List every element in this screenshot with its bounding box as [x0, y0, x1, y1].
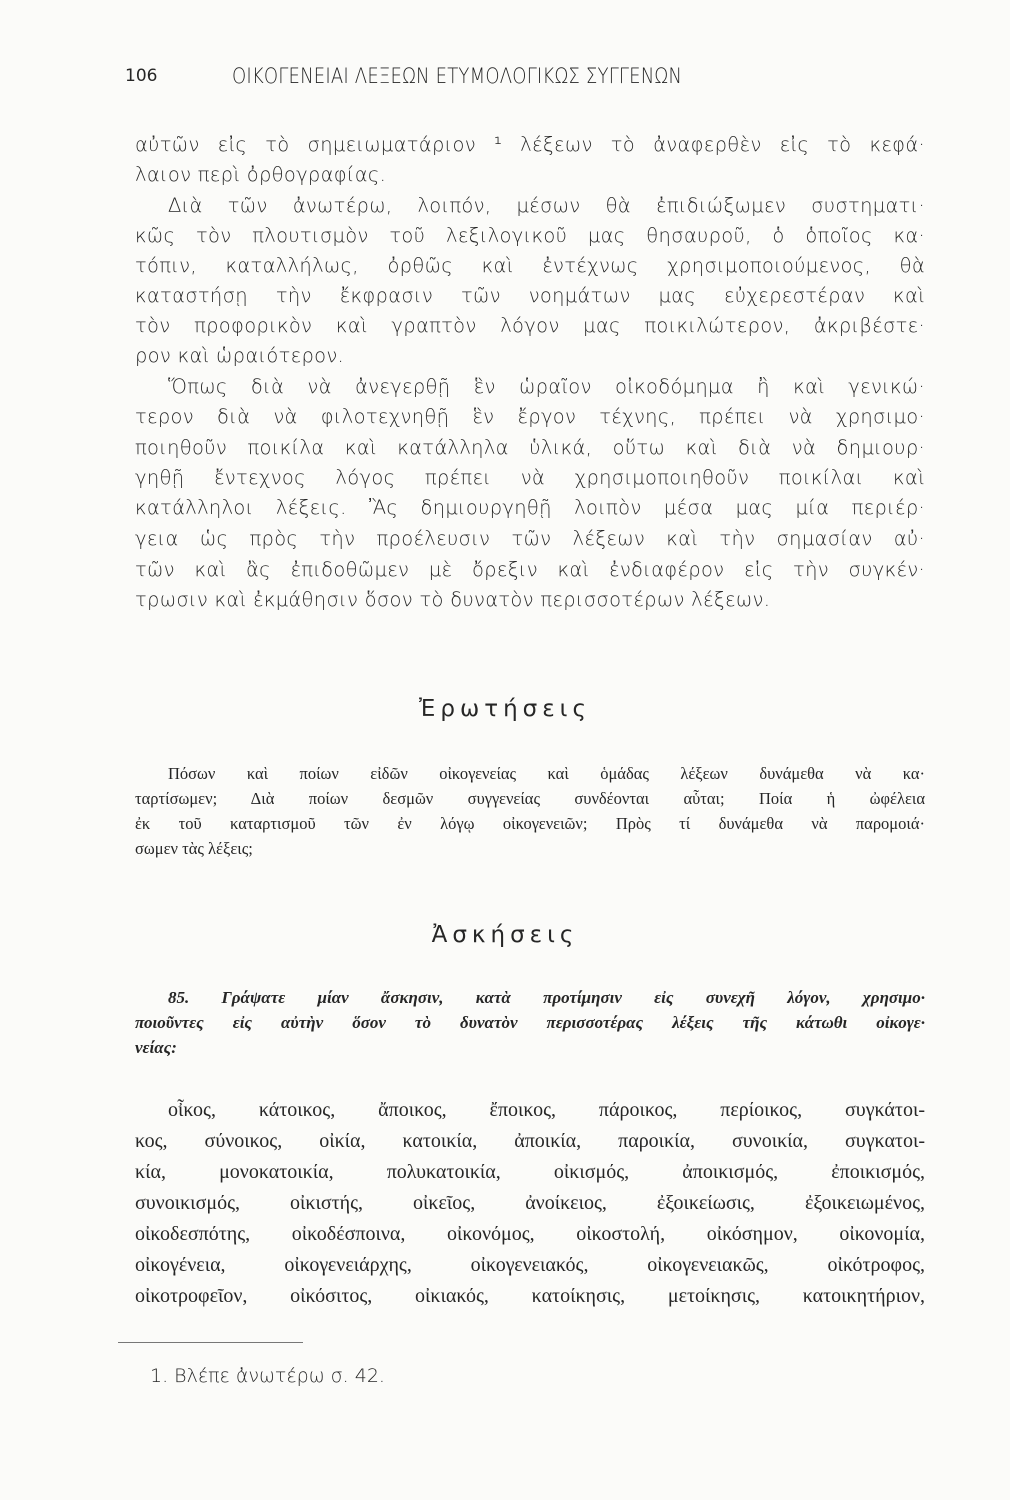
text-line: Πόσων καὶ ποίων εἰδῶν οἰκογενείας καὶ ὁμάδας λέξεων δυνάμεθα νὰ κα·	[168, 764, 925, 783]
text-line: νείας:	[135, 1038, 177, 1057]
text-line: αὐτῶν εἰς τὸ σημειωματάριον ¹ λέξεων τὸ ἀναφερθὲν εἰς τὸ κεφά·	[135, 133, 925, 156]
running-title: ΟΙΚΟΓΕΝΕΙΑΙ ΛΕΞΕΩΝ ΕΤΥΜΟΛΟΓΙΚΩΣ ΣΥΓΓΕΝΩΝ	[232, 64, 683, 88]
text-line: ἐκ τοῦ καταρτισμοῦ τῶν ἐν λόγῳ οἰκογενειῶν; Πρὸς τί δυνάμεθα νὰ παρομοιά·	[135, 814, 925, 833]
text-line: τῶν καὶ ἂς ἐπιδοθῶμεν μὲ ὄρεξιν καὶ ἐνδιαφέρον εἰς τὴν συγκέν·	[135, 558, 925, 581]
text-line: Διὰ τῶν ἀνωτέρω, λοιπόν, μέσων θὰ ἐπιδιώξωμεν συστηματι·	[168, 194, 925, 217]
text-line: οἶκος, κάτοικος, ἄποικος, ἔποικος, πάροικος, περίοικος, συγκάτοι-	[168, 1099, 925, 1121]
text-line: γηθῇ ἔντεχνος λόγος πρέπει νὰ χρησιμοποιηθοῦν ποικίλαι καὶ	[135, 466, 925, 489]
exercises-heading: Ἀσκήσεις	[431, 922, 579, 948]
text-line: τόπιν, καταλλήλως, ὀρθῶς καὶ ἐντέχνως χρησιμοποιούμενος, θὰ	[135, 254, 925, 277]
text-line: ποιοῦντες εἰς αὐτὴν ὅσον τὸ δυνατὸν περισσοτέρας λέξεις τῆς κάτωθι οἰκογε·	[135, 1013, 925, 1032]
text-line: γεια ὡς πρὸς τὴν προέλευσιν τῶν λέξεων καὶ τὴν σημασίαν αὐ·	[135, 527, 925, 550]
text-line: κατάλληλοι λέξεις. Ἂς δημιουργηθῇ λοιπὸν μέσα μας μία περιέρ·	[135, 496, 925, 519]
text-line: λαιον περὶ ὀρθογραφίας.	[135, 163, 387, 186]
text-line: τερον διὰ νὰ φιλοτεχνηθῇ ἓν ἔργον τέχνης, πρέπει νὰ χρησιμο·	[135, 405, 925, 428]
text-line: ρον καὶ ὡραιότερον.	[135, 344, 345, 367]
text-line: σωμεν τὰς λέξεις;	[135, 839, 253, 858]
text-line: οἰκοτροφεῖον, οἰκόσιτος, οἰκιακός, κατοίκησις, μετοίκησις, κατοικητήριον,	[135, 1285, 925, 1307]
text-line: τὸν προφορικὸν καὶ γραπτὸν λόγον μας ποικιλώτερον, ἀκριβέστε·	[135, 314, 925, 337]
footnote: 1. Βλέπε ἀνωτέρω σ. 42.	[150, 1365, 385, 1387]
footnote-divider	[118, 1342, 303, 1343]
text-line: καταστήσῃ τὴν ἔκφρασιν τῶν νοημάτων μας εὐχερεστέραν καὶ	[135, 284, 925, 307]
text-line: οἰκοδεσπότης, οἰκοδέσποινα, οἰκονόμος, οἰκοστολή, οἰκόσημον, οἰκονομία,	[135, 1223, 925, 1245]
text-line: κῶς τὸν πλουτισμὸν τοῦ λεξιλογικοῦ μας θησαυροῦ, ὁ ὁποῖος κα·	[135, 224, 925, 247]
page-number: 106	[125, 66, 158, 86]
questions-heading: Ἐρωτήσεις	[419, 696, 591, 722]
text-line: ποιηθοῦν ποικίλα καὶ κατάλληλα ὑλικά, οὕτω καὶ διὰ νὰ δημιουρ·	[135, 436, 925, 459]
text-line: 85. Γράψατε μίαν ἄσκησιν, κατὰ προτίμησιν εἰς συνεχῆ λόγον, χρησιμο·	[168, 988, 925, 1007]
text-line: ταρτίσωμεν; Διὰ ποίων δεσμῶν συγγενείας συνδέονται αὗται; Ποία ἡ ὠφέλεια	[135, 789, 925, 808]
text-line: κία, μονοκατοικία, πολυκατοικία, οἰκισμός, ἀποικισμός, ἐποικισμός,	[135, 1161, 925, 1183]
text-line: οἰκογένεια, οἰκογενειάρχης, οἰκογενειακός, οἰκογενειακῶς, οἰκότροφος,	[135, 1254, 925, 1276]
text-line: συνοικισμός, οἰκιστής, οἰκεῖος, ἀνοίκειος, ἐξοικείωσις, ἐξοικειωμένος,	[135, 1192, 925, 1214]
text-line: τρωσιν καὶ ἐκμάθησιν ὅσον τὸ δυνατὸν περισσοτέρων λέξεων.	[135, 588, 771, 611]
text-line: κος, σύνοικος, οἰκία, κατοικία, ἀποικία, παροικία, συνοικία, συγκατοι-	[135, 1130, 925, 1152]
text-line: Ὅπως διὰ νὰ ἀνεγερθῇ ἓν ὡραῖον οἰκοδόμημα ἢ καὶ γενικώ·	[168, 375, 925, 398]
